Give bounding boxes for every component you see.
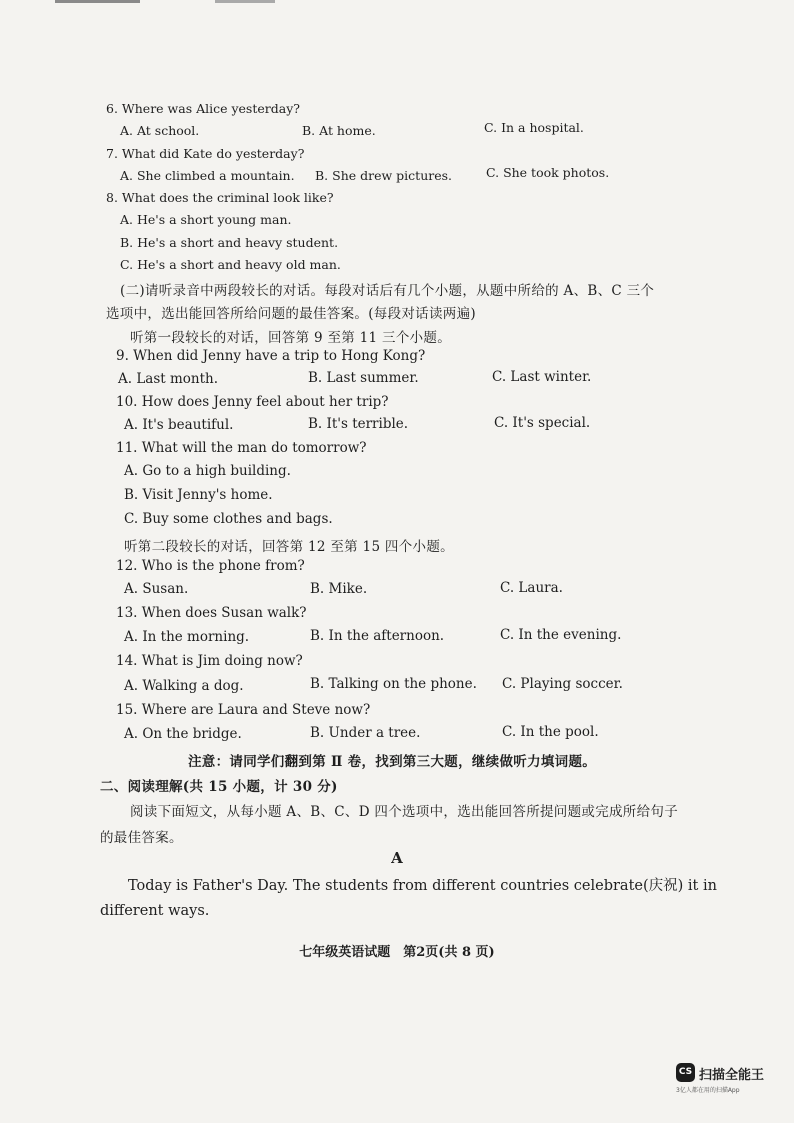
option-15b: B. Under a tree.	[310, 725, 421, 741]
option-7a: A. She climbed a mountain.	[120, 168, 295, 183]
option-15a: A. On the bridge.	[124, 726, 242, 742]
option-7b: B. She drew pictures.	[315, 168, 452, 183]
question-7: 7. What did Kate do yesterday?	[106, 146, 305, 161]
option-10a: A. It's beautiful.	[124, 417, 234, 433]
passage-text: Today is Father's Day. The students from different countries celebrate(庆祝) it in	[128, 878, 717, 894]
page-footer: 七年级英语试题 第2页(共 8 页)	[299, 945, 495, 960]
option-8b: B. He's a short and heavy student.	[120, 235, 339, 250]
option-6c: C. In a hospital.	[484, 120, 584, 135]
option-13b: B. In the afternoon.	[310, 628, 445, 644]
question-6: 6. Where was Alice yesterday?	[106, 101, 300, 116]
question-8: 8. What does the criminal look like?	[106, 190, 334, 205]
question-15: 15. Where are Laura and Steve now?	[116, 702, 371, 718]
reading-instruction-cont: 的最佳答案。	[100, 830, 183, 846]
option-8a: A. He's a short young man.	[120, 212, 292, 227]
option-13a: A. In the morning.	[124, 629, 250, 645]
option-12c: C. Laura.	[500, 580, 563, 596]
option-6b: B. At home.	[302, 123, 376, 138]
dialog1-instruction: 听第一段较长的对话，回答第 9 至第 11 三个小题。	[130, 330, 452, 346]
reading-instruction: 阅读下面短文，从每小题 A、B、C、D 四个选项中，选出能回答所提问题或完成所给句子	[130, 804, 679, 820]
option-14c: C. Playing soccer.	[502, 676, 623, 692]
option-14a: A. Walking a dog.	[124, 678, 244, 694]
watermark-subtitle: 3亿人都在用的扫描App	[676, 1087, 740, 1094]
notice-text: 注意：请同学们翻到第 Ⅱ 卷，找到第三大题，继续做听力填词题。	[188, 754, 597, 770]
option-6a: A. At school.	[120, 123, 200, 138]
option-12b: B. Mike.	[310, 581, 368, 597]
section2-instruction-cont: 选项中，选出能回答所给问题的最佳答案。(每段对话读两遍)	[106, 306, 476, 322]
option-11b: B. Visit Jenny's home.	[124, 487, 273, 503]
reading-section-heading: 二、阅读理解(共 15 小题，计 30 分)	[100, 779, 338, 795]
camscanner-logo-icon: CS	[676, 1063, 695, 1082]
watermark-title: 扫描全能王	[699, 1068, 765, 1083]
question-9: 9. When did Jenny have a trip to Hong Kong?	[116, 348, 426, 364]
option-11c: C. Buy some clothes and bags.	[124, 511, 333, 527]
option-13c: C. In the evening.	[500, 627, 622, 643]
passage-text-cont: different ways.	[100, 903, 210, 919]
option-9a: A. Last month.	[118, 371, 219, 387]
option-8c: C. He's a short and heavy old man.	[120, 257, 341, 272]
option-12a: A. Susan.	[124, 581, 189, 597]
question-13: 13. When does Susan walk?	[116, 605, 307, 621]
scan-edge-mark	[215, 0, 275, 3]
question-10: 10. How does Jenny feel about her trip?	[116, 394, 389, 410]
option-7c: C. She took photos.	[486, 165, 610, 180]
section2-instruction: (二)请听录音中两段较长的对话。每段对话后有几个小题，从题中所给的 A、B、C 三个	[120, 283, 655, 299]
option-9c: C. Last winter.	[492, 369, 592, 385]
question-11: 11. What will the man do tomorrow?	[116, 440, 367, 456]
passage-label: A	[391, 849, 403, 867]
option-11a: A. Go to a high building.	[124, 463, 291, 479]
option-14b: B. Talking on the phone.	[310, 676, 477, 692]
option-10c: C. It's special.	[494, 415, 591, 431]
question-14: 14. What is Jim doing now?	[116, 653, 303, 669]
scan-edge-mark	[55, 0, 140, 3]
question-12: 12. Who is the phone from?	[116, 558, 305, 574]
dialog2-instruction: 听第二段较长的对话，回答第 12 至第 15 四个小题。	[124, 539, 454, 555]
option-10b: B. It's terrible.	[308, 416, 409, 432]
option-15c: C. In the pool.	[502, 724, 599, 740]
option-9b: B. Last summer.	[308, 370, 419, 386]
